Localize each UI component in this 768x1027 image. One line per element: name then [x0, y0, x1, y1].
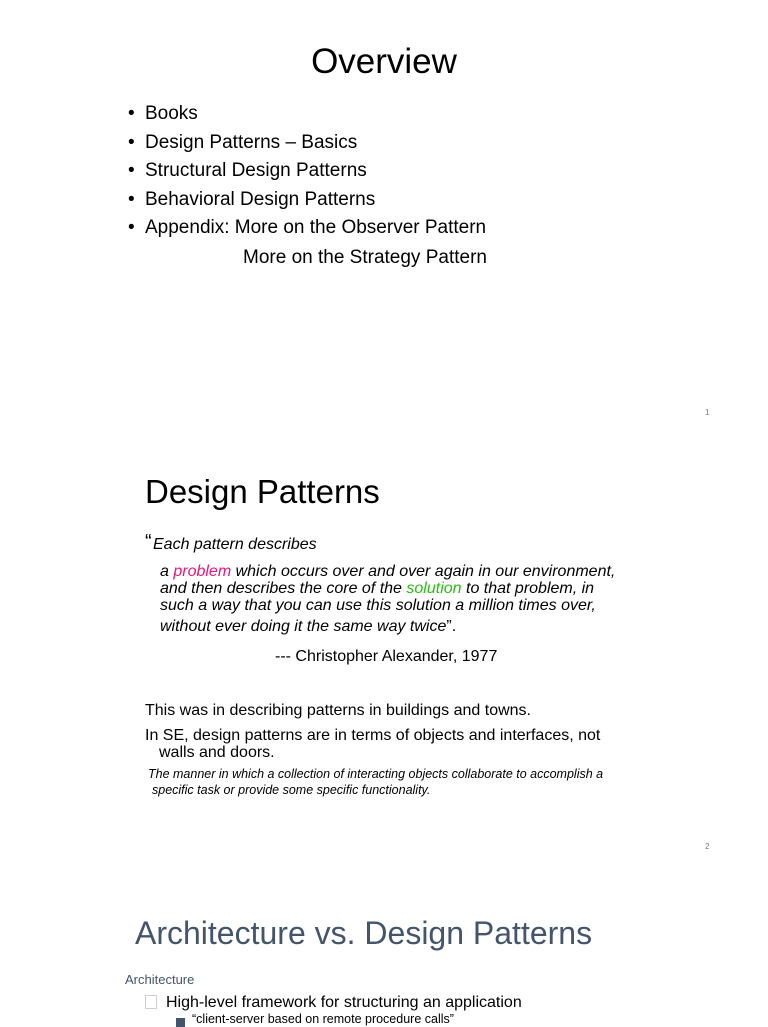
quote-attribution: --- Christopher Alexander, 1977 [275, 648, 498, 665]
square-bullet-icon [176, 1018, 185, 1027]
bullet-icon: • [128, 103, 135, 124]
quote-text: to that problem, in such a way that you can use this solution a million times over, [160, 580, 596, 614]
list-item [128, 102, 486, 131]
list-item [128, 159, 486, 188]
slide-2 [0, 433, 768, 866]
list-item-text: Behavioral Design Patterns [145, 188, 376, 210]
quote-text: which occurs over and over again in our environment, and then describes the core of the [160, 563, 616, 597]
bullet-icon: • [128, 217, 135, 239]
list-item: High-level framework for structuring an application [166, 994, 522, 1011]
slide-title: Design Patterns [145, 473, 380, 510]
quote-last-line [160, 618, 630, 635]
slide-1 [0, 0, 768, 433]
open-quote-mark: “ [145, 531, 152, 553]
slide-3 [0, 866, 768, 1024]
list-item [128, 131, 486, 160]
list-item [128, 216, 486, 245]
section-label: Architecture [125, 972, 195, 987]
quote-text: a [160, 563, 174, 580]
bullet-list [128, 102, 486, 245]
checkbox-bullet-icon [145, 995, 157, 1009]
note: The manner in which a collection of interacting objects collaborate to accomplish a specific task or provide some specific functionality. [148, 767, 604, 797]
page-number: 1 [705, 408, 710, 417]
bullet-icon: • [128, 131, 135, 153]
close-quote-mark: ”. [446, 618, 457, 635]
quote-text: without ever doing it the same way twice [160, 618, 447, 635]
problem-word: problem [173, 563, 232, 580]
list-item-text: Structural Design Patterns [145, 160, 367, 182]
solution-word: solution [406, 580, 462, 597]
list-item-text: Appendix: More on the Observer Pattern [145, 217, 487, 239]
bullet-icon: • [128, 160, 135, 182]
slide-title: Overview [311, 42, 457, 81]
paragraph: In SE, design patterns are in terms of objects and interfaces, not walls and doors. [145, 727, 601, 761]
sub-list-item: “client-server based on remote procedure calls” [192, 1012, 454, 1026]
list-item-text: Design Patterns – Basics [145, 131, 358, 153]
page-number: 2 [705, 842, 710, 851]
bullet-icon: • [128, 188, 135, 210]
paragraph: This was in describing patterns in buildings and towns. [145, 702, 531, 719]
list-item [128, 188, 486, 217]
slide-title: Architecture vs. Design Patterns [135, 915, 593, 951]
list-item-text: Books [145, 103, 198, 124]
quote-body [160, 563, 630, 635]
quote-lead: Each pattern describes [153, 536, 317, 553]
list-continuation: More on the Strategy Pattern [243, 247, 487, 268]
